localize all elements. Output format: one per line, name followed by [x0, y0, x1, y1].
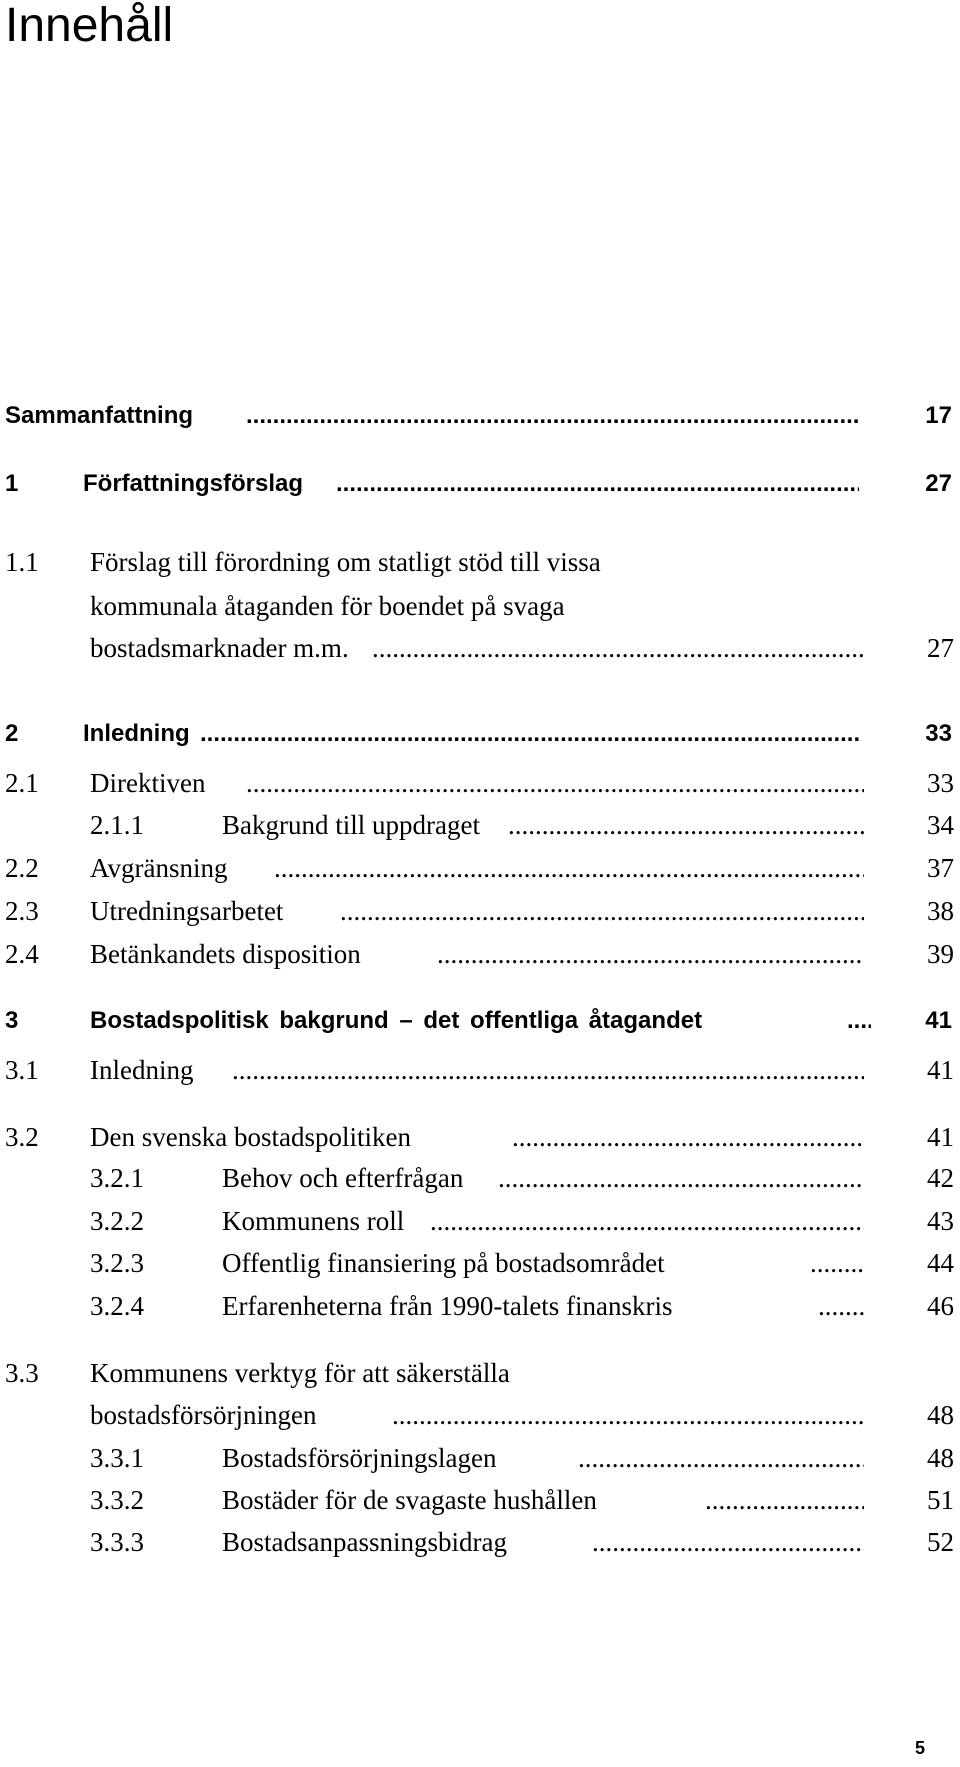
toc-entry-page: 17 [925, 402, 952, 429]
toc-entry-page: 52 [927, 1527, 954, 1557]
toc-entry[interactable] [0, 1524, 960, 1560]
toc-leader-dots [430, 1203, 864, 1239]
toc-entry-page: 33 [925, 720, 952, 747]
toc-entry[interactable] [0, 936, 960, 972]
toc-entry[interactable] [0, 398, 960, 434]
toc-entry-page: 33 [927, 768, 954, 798]
page-number: 5 [915, 1738, 926, 1758]
toc-entry[interactable] [0, 1203, 960, 1239]
toc-entry-continuation [0, 588, 960, 624]
toc-leader-dots [340, 893, 864, 929]
toc-leader-dots [592, 1524, 864, 1560]
toc-entry-title: Bostadsanpassningsbidrag [222, 1527, 507, 1557]
toc-entry-number: 1.1 [5, 547, 39, 577]
toc-entry-title: Kommunens verktyg för att säkerställa [90, 1358, 510, 1388]
toc-entry-title: kommunala åtaganden för boendet på svaga [90, 591, 565, 621]
toc-entry-number: 3.2.4 [90, 1291, 144, 1321]
toc-entry-page: 44 [927, 1248, 954, 1278]
toc-entry[interactable] [0, 893, 960, 929]
toc-entry-title: Bostadsförsörjningslagen [222, 1443, 497, 1473]
toc-leader-dots [336, 466, 859, 502]
toc-entry-number: 3.2.1 [90, 1163, 144, 1193]
toc-entry-number: 2.1.1 [90, 810, 144, 840]
toc-entry-page: 48 [927, 1443, 954, 1473]
toc-entry-number: 1 [5, 470, 19, 497]
toc-entry-number: 3 [5, 1007, 19, 1034]
toc-entry[interactable] [0, 1119, 960, 1155]
toc-entry-title: Offentlig finansiering på bostadsområdet [222, 1248, 665, 1278]
toc-entry-page: 48 [927, 1400, 954, 1430]
toc-entry-number: 2 [5, 720, 19, 747]
toc-entry-page: 39 [927, 939, 954, 969]
toc-entry-title: Inledning [83, 720, 190, 747]
toc-entry-title: Bostäder för de svagaste hushållen [222, 1485, 597, 1515]
toc-entry-number: 2.2 [5, 853, 39, 883]
toc-entry-number: 3.3.1 [90, 1443, 144, 1473]
toc-leader-dots [372, 630, 864, 666]
toc-entry-number: 2.1 [5, 768, 39, 798]
toc-leader-dots [818, 1288, 864, 1324]
toc-entry-number: 3.2.2 [90, 1206, 144, 1236]
toc-leader-dots [392, 1397, 864, 1433]
toc-entry-number: 3.3 [5, 1358, 39, 1388]
toc-entry[interactable] [0, 1245, 960, 1281]
toc-leader-dots [705, 1482, 864, 1518]
toc-entry-number: 2.4 [5, 939, 39, 969]
toc-entry-page: 41 [927, 1122, 954, 1152]
toc-entry-title: Direktiven [90, 768, 206, 798]
toc-entry-title: bostadsmarknader m.m. [90, 633, 349, 663]
toc-entry-continuation[interactable] [0, 630, 960, 666]
toc-entry[interactable] [0, 716, 960, 752]
toc-entry-number: 2.3 [5, 896, 39, 926]
toc-entry-title: Sammanfattning [5, 402, 194, 429]
toc-leader-dots [437, 936, 864, 972]
toc-entry[interactable] [0, 1003, 960, 1039]
toc-entry-title: Kommunens roll [222, 1206, 405, 1236]
toc-entry-page: 43 [927, 1206, 954, 1236]
toc-entry-number: 3.3.2 [90, 1485, 144, 1515]
toc-entry[interactable] [0, 466, 960, 502]
page-title: Innehåll [5, 0, 174, 52]
toc-entry-page: 27 [925, 470, 952, 497]
toc-entry [0, 1355, 960, 1391]
toc-entry-number: 3.1 [5, 1055, 39, 1085]
toc-entry-title: Betänkandets disposition [90, 939, 361, 969]
toc-entry[interactable] [0, 850, 960, 886]
toc-entry-title: Författningsförslag [83, 470, 303, 497]
toc-entry-page: 41 [925, 1007, 952, 1034]
toc-leader-dots [508, 807, 864, 843]
toc-entry[interactable] [0, 1482, 960, 1518]
toc-leader-dots [810, 1245, 864, 1281]
toc-leader-dots [232, 1052, 864, 1088]
toc-entry[interactable] [0, 544, 960, 580]
toc-entry-title: Förslag till förordning om statligt stöd till vissa [90, 547, 601, 577]
toc-entry-number: 3.3.3 [90, 1527, 144, 1557]
toc-entry-title: Avgränsning [90, 853, 228, 883]
toc-entry-page: 46 [927, 1291, 954, 1321]
toc-leader-dots [246, 398, 859, 434]
toc-leader-dots [578, 1440, 864, 1476]
toc-entry-page: 38 [927, 896, 954, 926]
toc-entry-title: Bostadspolitisk bakgrund – det offentliga åtagandet [90, 1007, 703, 1034]
toc-leader-dots [498, 1160, 864, 1196]
toc-entry-title: bostadsförsörjningen [90, 1400, 317, 1430]
toc-entry[interactable] [0, 807, 960, 843]
toc-entry-continuation[interactable] [0, 1397, 960, 1433]
toc-entry-page: 41 [927, 1055, 954, 1085]
toc-entry-page: 27 [927, 633, 954, 663]
toc-leader-dots [200, 716, 859, 752]
toc-entry[interactable] [0, 1288, 960, 1324]
toc-entry-title: Bakgrund till uppdraget [222, 810, 480, 840]
toc-leader-dots [274, 850, 864, 886]
toc-entry[interactable] [0, 765, 960, 801]
toc-entry-page: 42 [927, 1163, 954, 1193]
toc-entry-title: Behov och efterfrågan [222, 1163, 464, 1193]
toc-entry-number: 3.2 [5, 1122, 39, 1152]
toc-entry-title: Inledning [90, 1055, 194, 1085]
toc-entry-page: 34 [927, 810, 954, 840]
toc-leader-dots [246, 765, 864, 801]
toc-entry[interactable] [0, 1052, 960, 1088]
toc-entry-number: 3.2.3 [90, 1248, 144, 1278]
toc-leader-dots [512, 1119, 864, 1155]
toc-entry-page: 51 [927, 1485, 954, 1515]
toc-entry[interactable] [0, 1440, 960, 1476]
toc-entry-title: Den svenska bostadspolitiken [90, 1122, 411, 1152]
toc-entry-title: Utredningsarbetet [90, 896, 284, 926]
toc-entry-title: Erfarenheterna från 1990-talets finanskris [222, 1291, 673, 1321]
toc-entry-page: 37 [927, 853, 954, 883]
toc-entry[interactable] [0, 1160, 960, 1196]
